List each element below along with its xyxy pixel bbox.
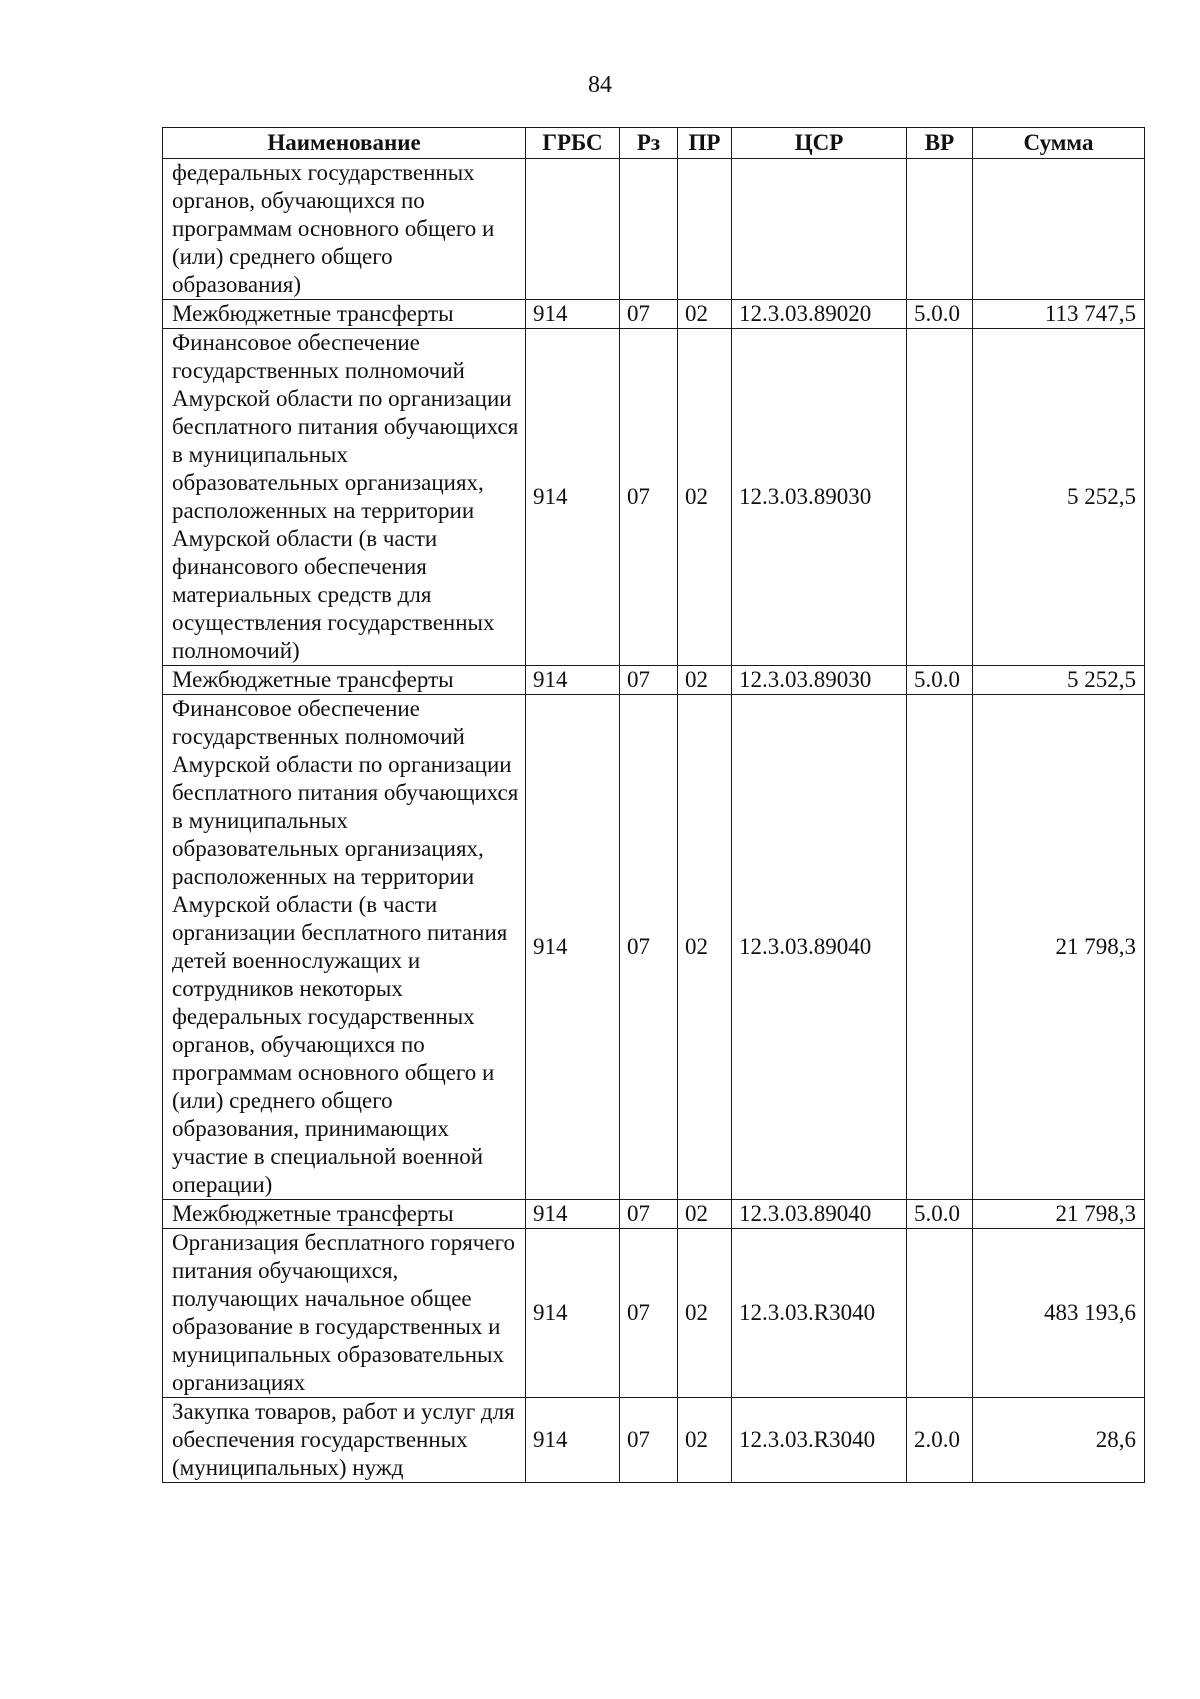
- cell-rz: 07: [620, 329, 678, 666]
- cell-rz: 07: [620, 666, 678, 695]
- cell-name: Организация бесплатного горячего питания обучающихся, получающих начальное общее образование в государственных и муниципальных образовательных организациях: [163, 1229, 526, 1398]
- cell-vr: 5.0.0: [907, 666, 973, 695]
- header-vr: ВР: [907, 128, 973, 159]
- cell-csr: [732, 159, 907, 300]
- header-csr: ЦСР: [732, 128, 907, 159]
- cell-pr: 02: [678, 300, 732, 329]
- cell-vr: 5.0.0: [907, 1200, 973, 1229]
- cell-csr: 12.3.03.89040: [732, 1200, 907, 1229]
- cell-sum: 5 252,5: [973, 666, 1145, 695]
- cell-grbs: 914: [526, 329, 620, 666]
- table-row: [163, 1398, 1145, 1483]
- cell-vr: [907, 1229, 973, 1398]
- table-row: [163, 1229, 1145, 1398]
- cell-sum: 483 193,6: [973, 1229, 1145, 1398]
- table-row: [163, 1200, 1145, 1229]
- cell-csr: 12.3.03.R3040: [732, 1398, 907, 1483]
- cell-pr: 02: [678, 1229, 732, 1398]
- cell-sum: [973, 159, 1145, 300]
- header-grbs: ГРБС: [526, 128, 620, 159]
- header-sum: Сумма: [973, 128, 1145, 159]
- table-row: [163, 329, 1145, 666]
- cell-sum: 113 747,5: [973, 300, 1145, 329]
- cell-name: Межбюджетные трансферты: [163, 300, 526, 329]
- header-name: Наименование: [163, 128, 526, 159]
- cell-pr: 02: [678, 1200, 732, 1229]
- cell-grbs: 914: [526, 695, 620, 1200]
- cell-pr: [678, 159, 732, 300]
- cell-rz: 07: [620, 1398, 678, 1483]
- cell-rz: [620, 159, 678, 300]
- cell-pr: 02: [678, 1398, 732, 1483]
- cell-sum: 21 798,3: [973, 695, 1145, 1200]
- cell-grbs: 914: [526, 666, 620, 695]
- table-row: [163, 695, 1145, 1200]
- cell-pr: 02: [678, 666, 732, 695]
- cell-csr: 12.3.03.89030: [732, 329, 907, 666]
- cell-grbs: 914: [526, 1398, 620, 1483]
- cell-vr: [907, 695, 973, 1200]
- cell-name: Закупка товаров, работ и услуг для обеспечения государственных (муниципальных) нужд: [163, 1398, 526, 1483]
- cell-vr: [907, 159, 973, 300]
- cell-vr: [907, 329, 973, 666]
- cell-grbs: 914: [526, 1229, 620, 1398]
- table-row: [163, 300, 1145, 329]
- table-row: [163, 159, 1145, 300]
- cell-rz: 07: [620, 1229, 678, 1398]
- page-number: 84: [588, 72, 612, 98]
- cell-name: Межбюджетные трансферты: [163, 1200, 526, 1229]
- table-row: [163, 666, 1145, 695]
- cell-rz: 07: [620, 695, 678, 1200]
- cell-name: федеральных государственных органов, обучающихся по программам основного общего и (или) среднего общего образования): [163, 159, 526, 300]
- budget-table: [162, 127, 1145, 1483]
- cell-sum: 21 798,3: [973, 1200, 1145, 1229]
- cell-pr: 02: [678, 329, 732, 666]
- cell-grbs: [526, 159, 620, 300]
- cell-rz: 07: [620, 1200, 678, 1229]
- cell-csr: 12.3.03.R3040: [732, 1229, 907, 1398]
- cell-name: Межбюджетные трансферты: [163, 666, 526, 695]
- cell-grbs: 914: [526, 300, 620, 329]
- cell-name: Финансовое обеспечение государственных полномочий Амурской области по организации бесплатного питания обучающихся в муниципальных образовательных организациях, расположенных на территории Амурской области (в части финансового обеспечения материальных средств для осуществления государственных полномочий): [163, 329, 526, 666]
- header-pr: ПР: [678, 128, 732, 159]
- cell-csr: 12.3.03.89030: [732, 666, 907, 695]
- cell-csr: 12.3.03.89020: [732, 300, 907, 329]
- cell-csr: 12.3.03.89040: [732, 695, 907, 1200]
- header-rz: Рз: [620, 128, 678, 159]
- cell-vr: 2.0.0: [907, 1398, 973, 1483]
- cell-sum: 5 252,5: [973, 329, 1145, 666]
- cell-rz: 07: [620, 300, 678, 329]
- cell-name: Финансовое обеспечение государственных полномочий Амурской области по организации бесплатного питания обучающихся в муниципальных образовательных организациях, расположенных на территории Амурской области (в части организации бесплатного питания детей военнослужащих и сотрудников некоторых федеральных государственных органов, обучающихся по программам основного общего и (или) среднего общего образования, принимающих участие в специальной военной операции): [163, 695, 526, 1200]
- cell-pr: 02: [678, 695, 732, 1200]
- table-header-row: [163, 128, 1145, 159]
- cell-vr: 5.0.0: [907, 300, 973, 329]
- cell-grbs: 914: [526, 1200, 620, 1229]
- cell-sum: 28,6: [973, 1398, 1145, 1483]
